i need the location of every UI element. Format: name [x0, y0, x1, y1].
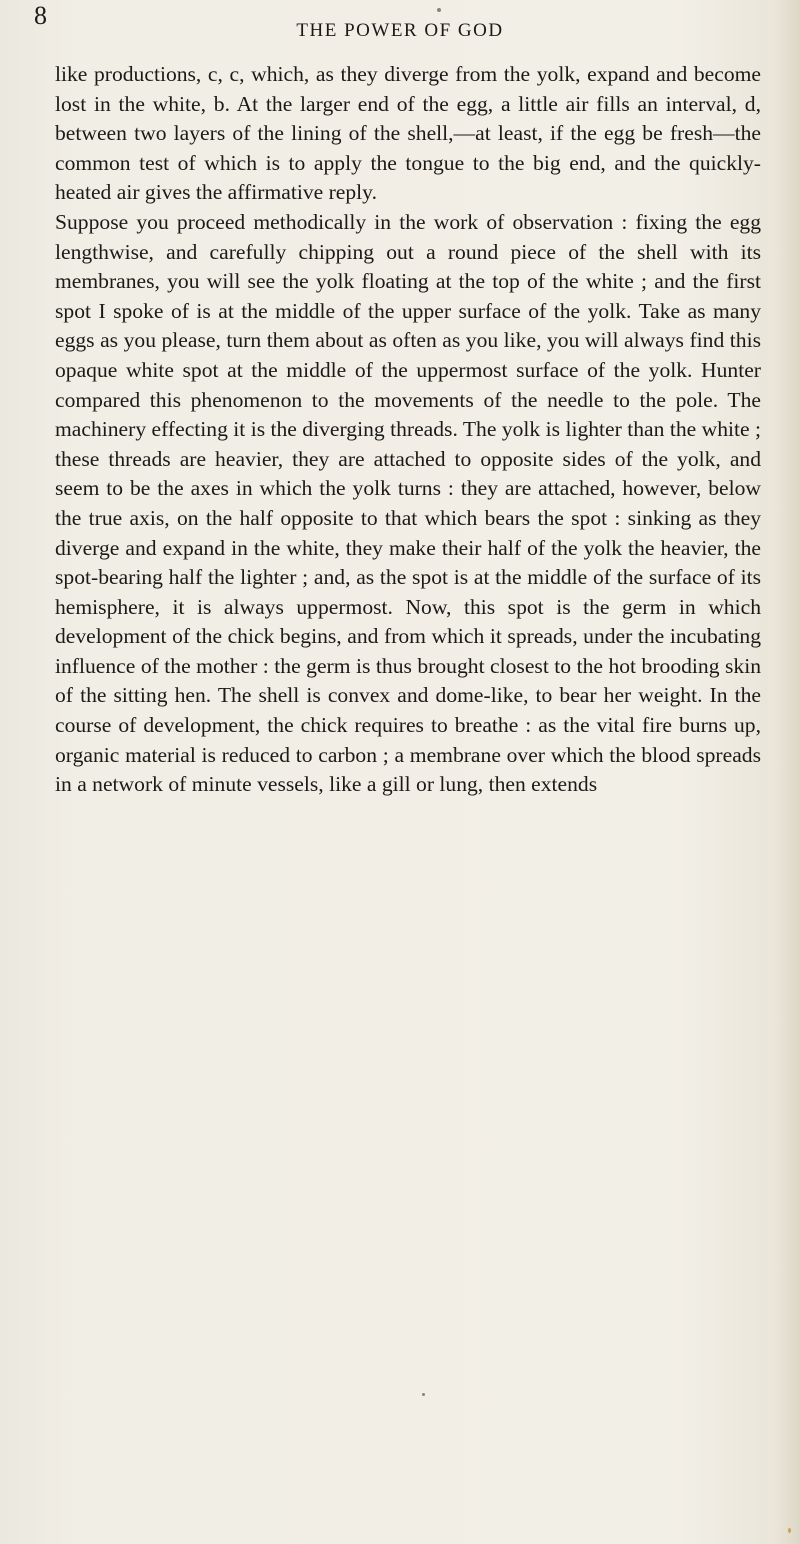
body-text	[55, 60, 761, 800]
page-number: 8	[34, 1, 47, 30]
ink-speck	[422, 1393, 425, 1396]
ink-speck	[788, 1528, 791, 1533]
ink-speck	[437, 8, 441, 12]
paragraph: Suppose you proceed methodically in the work of observation : fixing the egg lengthwise, and carefully chipping out a round piece of the shell with its membranes, you will see the yolk floating at the top of the white ; and the first spot I spoke of is at the middle of the upper surface of the yolk. Take as many eggs as you please, turn them about as often as you like, you will always find this opaque white spot at the middle of the uppermost surface of the yolk. Hunter compared this phenomenon to the movements of the needle to the pole. The machinery effecting it is the diverging threads. The yolk is lighter than the white ; these threads are heavier, they are attached to opposite sides of the yolk, and seem to be the axes in which the yolk turns : they are attached, however, below the true axis, on the half opposite to that which bears the spot : sinking as they diverge and expand in the white, they make their half of the yolk the heavier, the spot-bearing half the lighter ; and, as the spot is at the middle of the surface of its hemisphere, it is always uppermost. Now, this spot is the germ in which development of the chick begins, and from which it spreads, under the incubating influence of the mother : the germ is thus brought closest to the hot brooding skin of the sitting hen. The shell is convex and dome-like, to bear her weight. In the course of development, the chick requires to breathe : as the vital fire burns up, organic material is reduced to carbon ; a membrane over which the blood spreads in a network of minute vessels, like a gill or lung, then extends	[55, 209, 761, 797]
running-title: THE POWER OF GOD	[296, 20, 504, 41]
paragraph: like productions, c, c, which, as they diverge from the yolk, expand and become lost in the white, b. At the larger end of the egg, a little air fills an interval, d, between two layers of the lining of the shell,—at least, if the egg be fresh—the common test of which is to apply the tongue to the big end, and the quickly-heated air gives the affirmative reply.	[55, 62, 761, 205]
